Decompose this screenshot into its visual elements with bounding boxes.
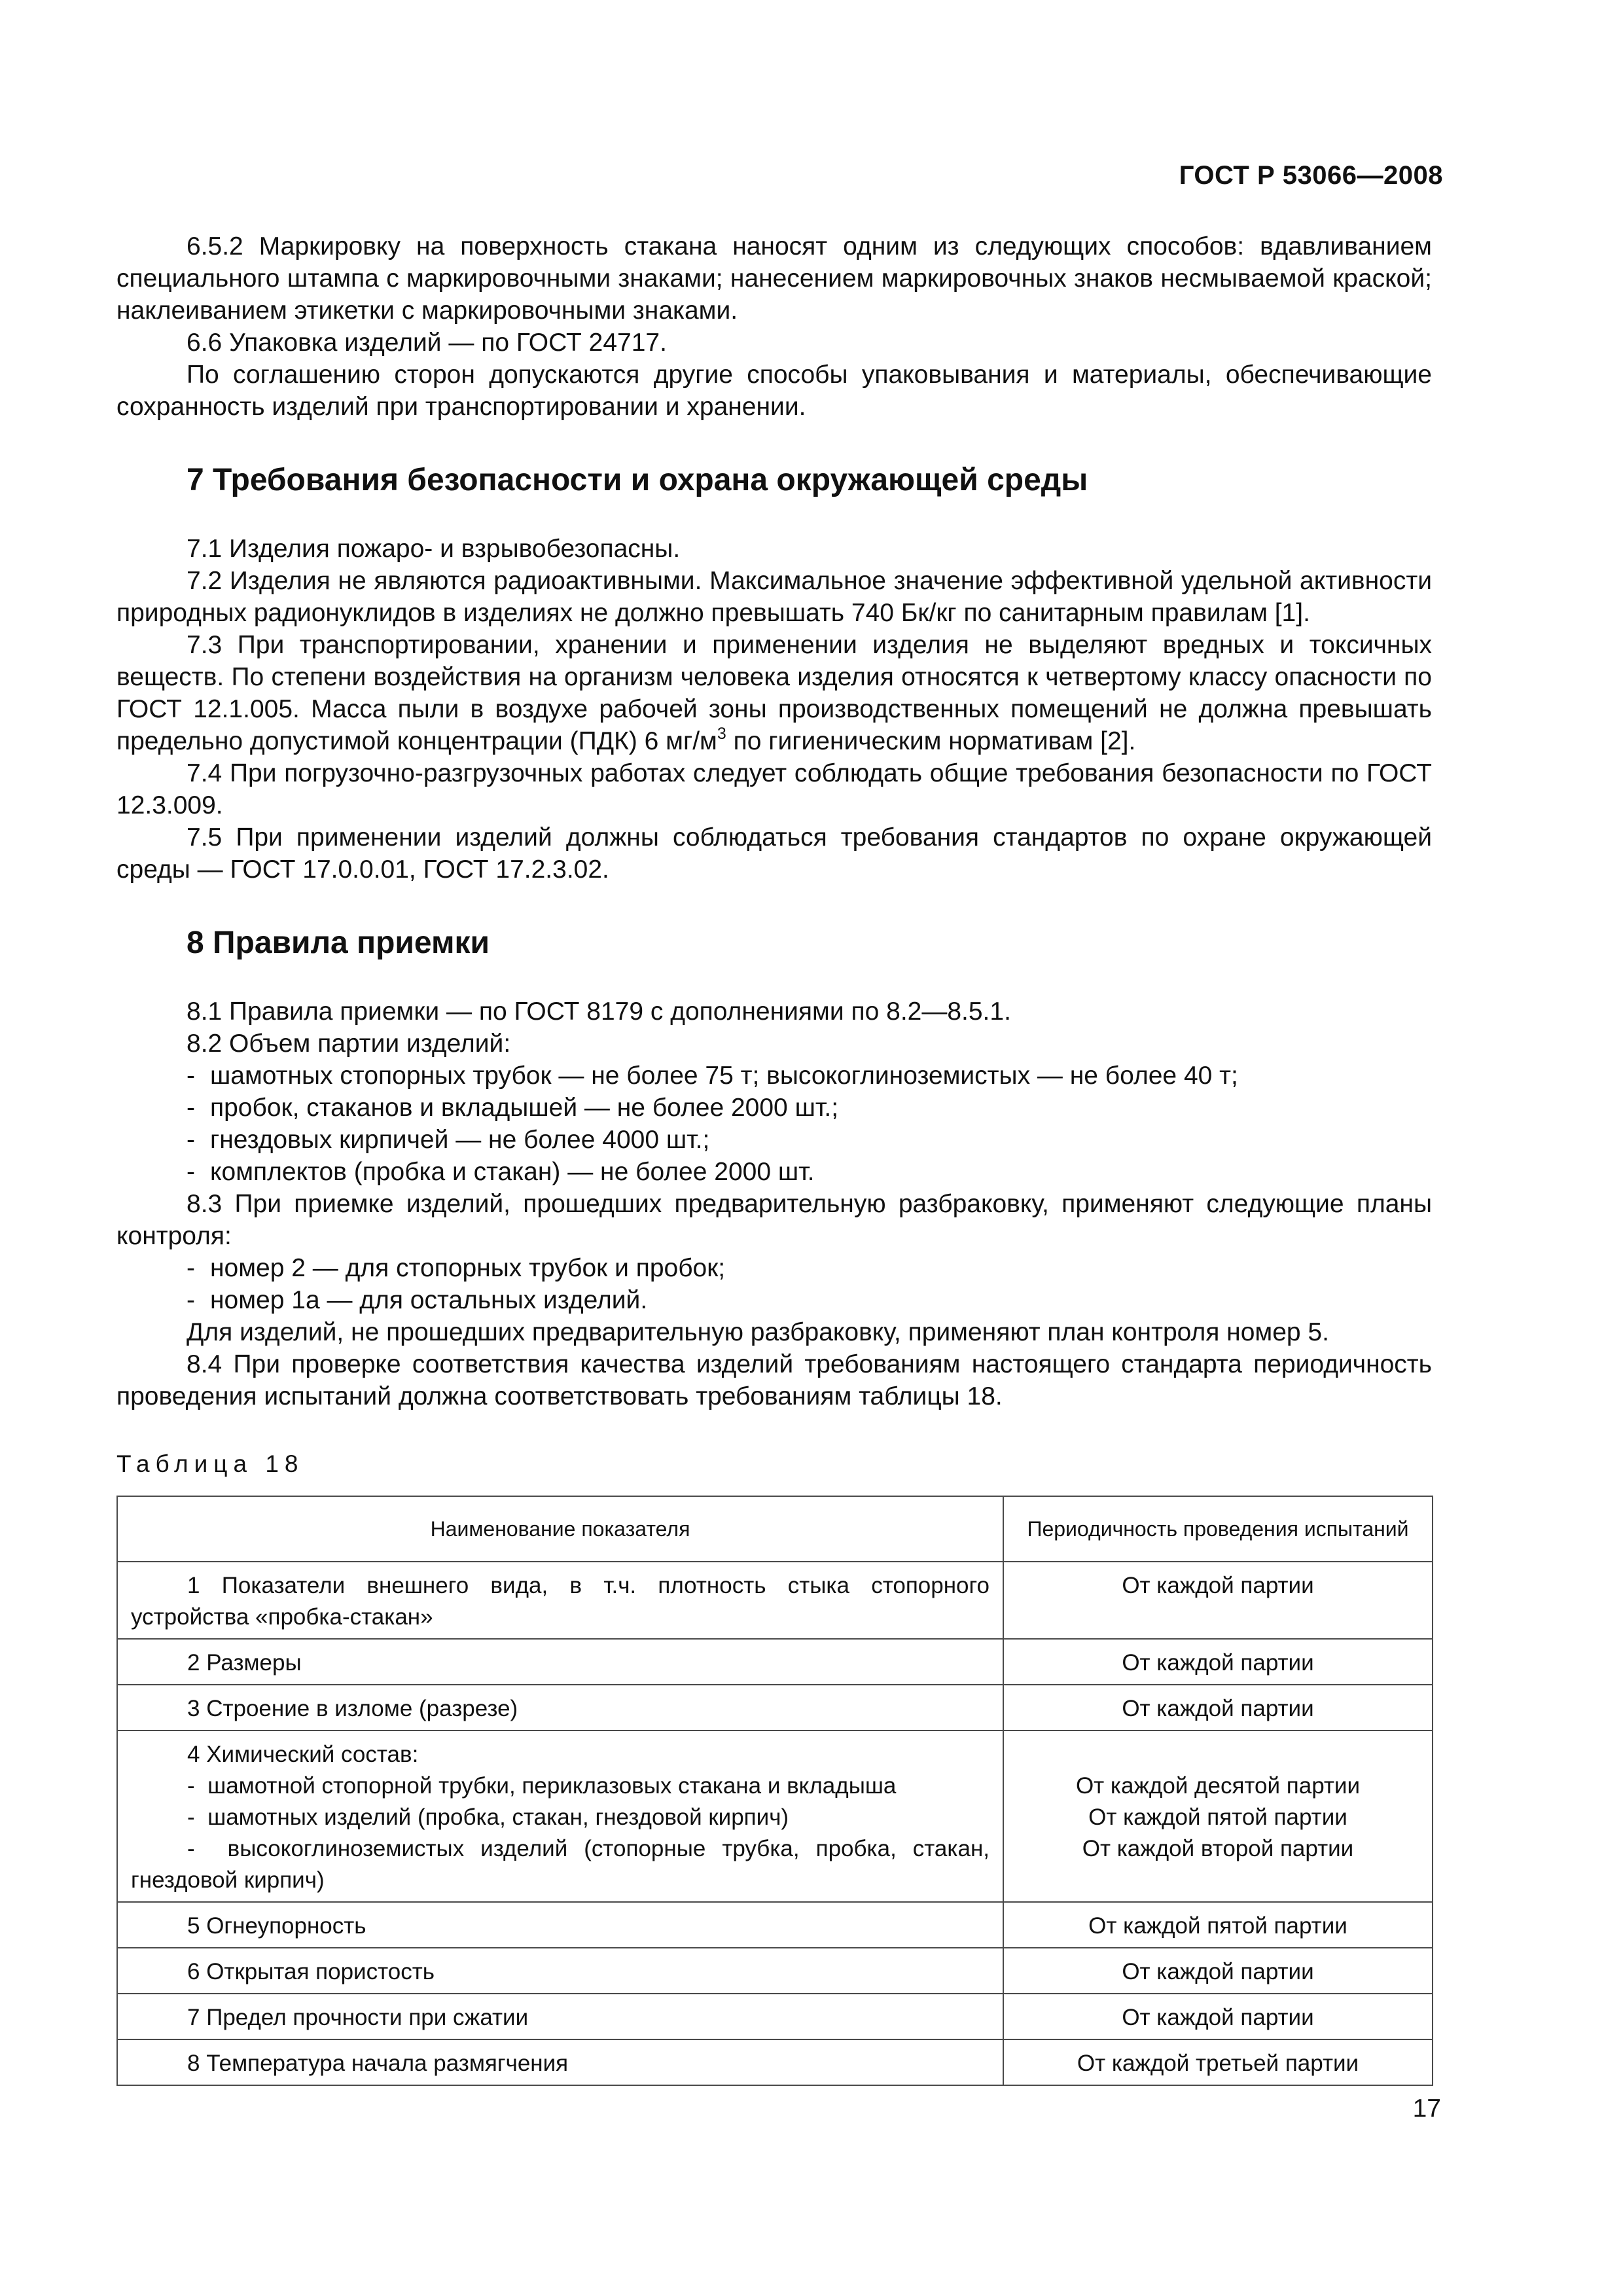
section-7-heading: 7 Требования безопасности и охрана окружающей среды	[187, 463, 1088, 497]
table-cell-name: 4 Химический состав:	[187, 1742, 419, 1767]
table-row	[117, 1731, 1433, 1902]
document-body	[116, 230, 1432, 2086]
section-8-heading: 8 Правила приемки	[187, 925, 490, 960]
table-cell-name: 8 Температура начала размягчения	[187, 2051, 569, 2076]
table-cell-freq: От каждой партии	[1003, 1685, 1433, 1731]
table-row	[117, 1902, 1433, 1948]
table-cell-name: 5 Огнеупорность	[187, 1913, 366, 1939]
paragraph-7-4: 7.4 При погрузочно-разгрузочных работах следует соблюдать общие требования безопасности по ГОСТ 12.3.009.	[116, 759, 1432, 819]
document-header: ГОСТ Р 53066—2008	[1179, 161, 1443, 190]
table-cell-freq: От каждой партии	[1003, 1562, 1433, 1639]
paragraph-7-2: 7.2 Изделия не являются радиоактивными. Максимальное значение эффективной удельной активности природных радионуклидов в изделиях не должно превышать 740 Бк/кг по санитарным правилам [1].	[116, 567, 1432, 627]
table-row	[117, 1948, 1433, 1994]
table-cell-freq: От каждой партии	[1003, 1948, 1433, 1994]
paragraph-7-3-text: 7.3 При транспортировании, хранении и применении изделия не выделяют вредных и токсичных веществ. По степени воздействия на организм человека изделия относятся к четвертому классу опасности по ГОСТ 12.1.005. Масса пыли в воздухе рабочей зоны производственных помещений не должна превышать предельно допустимой концентрации (ПДК) 6 мг/м	[116, 631, 1432, 755]
table-subitem: - шамотных изделий (пробка, стакан, гнездовой кирпич)	[187, 1804, 789, 1830]
table-header-row	[117, 1496, 1433, 1562]
table-row	[117, 2039, 1433, 2085]
table-18	[116, 1496, 1433, 2086]
paragraph-7-3-tail: по гигиеническим нормативам [2].	[726, 727, 1136, 755]
table-cell-name: 6 Открытая пористость	[187, 1959, 435, 1984]
table-subitem: - шамотной стопорной трубки, периклазовых стакана и вкладыша	[187, 1773, 897, 1799]
table-cell-freq: От каждой третьей партии	[1003, 2039, 1433, 2085]
table-cell-freq: От каждой десятой партии	[1075, 1773, 1361, 1799]
list-item: - шамотных стопорных трубок — не более 75 т; высокоглиноземистых — не более 40 т;	[187, 1062, 1238, 1090]
table-cell-freq: От каждой партии	[1003, 1994, 1433, 2039]
list-item: - комплектов (пробка и стакан) — не более 2000 шт.	[187, 1158, 815, 1186]
table-cell-freq: От каждой партии	[1003, 1639, 1433, 1685]
page-number: 17	[1412, 2094, 1441, 2123]
paragraph-7-5: 7.5 При применении изделий должны соблюдаться требования стандартов по охране окружающей среды — ГОСТ 17.0.0.01, ГОСТ 17.2.3.02.	[116, 823, 1432, 884]
table-cell-freq: От каждой пятой партии	[1088, 1804, 1347, 1830]
paragraph-7-3	[116, 629, 1432, 757]
table-cell-freq: От каждой пятой партии	[1003, 1902, 1433, 1948]
list-item: - гнездовых кирпичей — не более 4000 шт.;	[187, 1126, 710, 1154]
table-cell-name: 7 Предел прочности при сжатии	[187, 2005, 529, 2030]
superscript: 3	[717, 725, 726, 743]
paragraph-8-4: 8.4 При проверке соответствия качества изделий требованиям настоящего стандарта периодичность проведения испытаний должна соответствовать требованиям таблицы 18.	[116, 1350, 1432, 1410]
table-cell-name: 2 Размеры	[187, 1650, 302, 1676]
list-item: - пробок, стаканов и вкладышей — не более 2000 шт.;	[187, 1094, 839, 1122]
paragraph-6-6-note: По соглашению сторон допускаются другие способы упаковывания и материалы, обеспечивающие сохранность изделий при транспортировании и хранении.	[116, 361, 1432, 421]
paragraph-7-1: 7.1 Изделия пожаро- и взрывобезопасны.	[187, 535, 681, 563]
paragraph-6-5-2: 6.5.2 Маркировку на поверхность стакана наносят одним из следующих способов: вдавливанием специального штампа с маркировочными знаками; нанесением маркировочных знаков несмываемой краской; наклеиванием этикетки с маркировочными знаками.	[116, 232, 1432, 325]
table-row	[117, 1562, 1433, 1639]
table-row	[117, 1685, 1433, 1731]
table-caption: Таблица 18	[116, 1450, 304, 1477]
list-item: - номер 1а — для остальных изделий.	[187, 1286, 648, 1314]
list-item: - номер 2 — для стопорных трубок и пробок;	[187, 1254, 726, 1282]
paragraph-8-2: 8.2 Объем партии изделий:	[187, 1030, 511, 1058]
paragraph-6-6: 6.6 Упаковка изделий — по ГОСТ 24717.	[187, 329, 667, 357]
table-cell-name: 1 Показатели внешнего вида, в т.ч. плотность стыка стопорного устройства «пробка-стакан»	[131, 1573, 990, 1630]
table-cell-name: 3 Строение в изломе (разрезе)	[187, 1696, 518, 1721]
column-header: Периодичность проведения испытаний	[1003, 1496, 1433, 1562]
paragraph-8-3: 8.3 При приемке изделий, прошедших предварительную разбраковку, применяют следующие планы контроля:	[116, 1190, 1432, 1250]
paragraph-8-3-note: Для изделий, не прошедших предварительную разбраковку, применяют план контроля номер 5.	[187, 1318, 1329, 1346]
paragraph-8-1: 8.1 Правила приемки — по ГОСТ 8179 с дополнениями по 8.2—8.5.1.	[187, 997, 1011, 1026]
table-row	[117, 1639, 1433, 1685]
table-row	[117, 1994, 1433, 2039]
table-subitem: - высокоглиноземистых изделий (стопорные трубка, пробка, стакан, гнездовой кирпич)	[131, 1836, 990, 1893]
column-header: Наименование показателя	[117, 1496, 1003, 1562]
table-cell-freq: От каждой второй партии	[1082, 1836, 1354, 1861]
